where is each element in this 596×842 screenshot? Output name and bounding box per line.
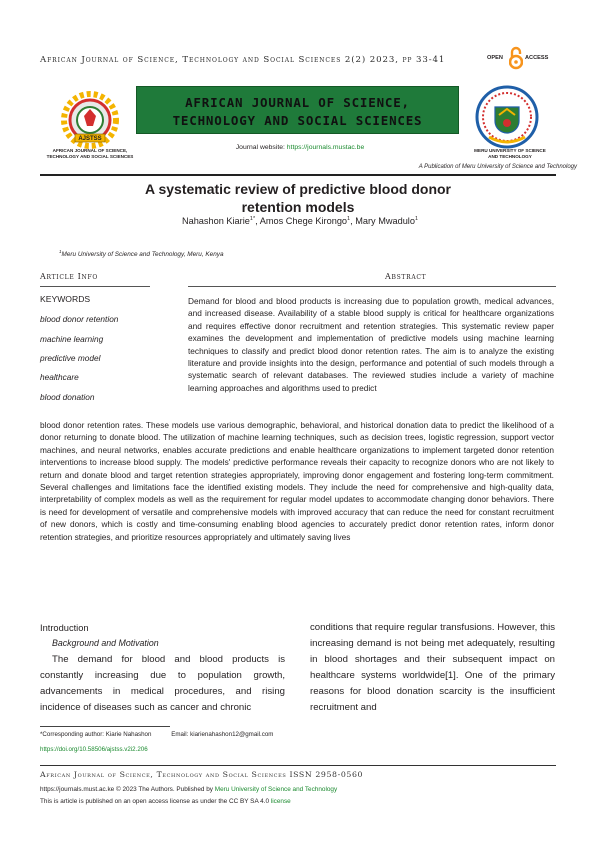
body-column-right: conditions that require regular transfusions. However, this increasing demand is not being met adequately, resulting in blood shortages and their subsequent impact on healthcare systems worldwide[1]. One of the primary reasons for blood donation scarcity is the insufficient recruitment and	[310, 622, 555, 713]
logo-badge-text: AJSTSS	[78, 136, 102, 142]
university-logo-caption: MERU UNIVERSITY OF SCIENCE AND TECHNOLOGY	[474, 148, 546, 159]
publication-note: A Publication of Meru University of Science and Technology	[418, 164, 577, 170]
banner-line-2: TECHNOLOGY AND SOCIAL SCIENCES	[172, 113, 423, 128]
author-name: Mary Mwadulo	[355, 216, 415, 227]
journal-banner	[136, 86, 459, 134]
keyword: machine learning	[40, 334, 104, 344]
footer-journal-issn: African Journal of Science, Technology and Social Sciences ISSN 2958-0560	[40, 770, 364, 779]
access-label: ACCESS	[525, 55, 549, 61]
corresponding-email[interactable]: Email: kiarienahashon12@gmail.com	[171, 731, 274, 738]
license-text: This is article is published on an open access license as under the CC BY SA 4.0	[40, 798, 271, 805]
footer-divider	[40, 765, 556, 766]
website-label: Journal website:	[235, 144, 287, 151]
banner-line-1: AFRICAN JOURNAL OF SCIENCE,	[185, 95, 410, 110]
header-divider	[40, 174, 556, 176]
open-label: OPEN	[487, 55, 503, 61]
keyword: blood donation	[40, 392, 95, 402]
body-column-left: The demand for blood and blood products is constantly increasing due to population growth, advancements in medical procedures, and rising incidence of diseases such as cancer and chronic	[40, 654, 285, 713]
keyword: healthcare	[40, 372, 79, 382]
university-logo	[469, 81, 545, 157]
doi-link[interactable]: https://doi.org/10.58506/ajstss.v2i2.206	[40, 746, 148, 753]
journal-logo-caption: AFRICAN JOURNAL OF SCIENCE, TECHNOLOGY AND SOCIAL SCIENCES	[46, 148, 134, 159]
article-info-divider	[40, 286, 150, 287]
article-title	[130, 180, 466, 216]
copyright-line	[40, 786, 337, 793]
abstract-text-continued: blood donor retention rates. These models use various demographic, behavioral, and historical donation data to predict the likelihood of a donor returning to donate blood. The utilization of machine learning techniques, such as decision trees, logistic regression, support vector machines, and neural networks, enables accurate predictions and enable healthcare organizations to implement targeted donor retention interventions to increase blood supply. The models' predictive performance reveals their capacity to recognize donors who are not likely to return and donate blood and target retention strategies appropriately, improving donor engagement and fostering long-term commitment. Several challenges and limitations face the identified existing models. They include the need for comprehensive and high-quality data, interpretability of complex models as well as the requirement for regular model updates to accommodate changing donor behaviors. There is need for development of versatile and comprehensive models with improved accuracy that can reduce the need for constant recruitment of new donors, which is costly and time-consuming enabling blood agencies to accurately predict donor retention rates, inform donor retention strategies, and prioritize resources appropriately and ultimately saving lives	[40, 420, 554, 542]
abstract-heading: Abstract	[385, 272, 427, 281]
affiliation-text: Meru University of Science and Technology, Meru, Kenya	[61, 251, 224, 259]
journal-website	[200, 144, 400, 151]
copyright-text: https://journals.must.ac.ke © 2023 The Authors. Published by	[40, 786, 215, 793]
abstract-divider	[188, 286, 556, 287]
author-mark: 1*	[249, 216, 256, 222]
corresponding-author	[40, 731, 273, 738]
introduction-heading: Introduction	[40, 623, 89, 633]
open-access-badge	[487, 46, 567, 72]
title-line-2: retention models	[241, 199, 355, 215]
background-subheading: Background and Motivation	[52, 638, 159, 648]
corresponding-author-name: *Corresponding author: Kiarie Nahashon	[40, 731, 152, 738]
affiliation-mark: 1	[59, 249, 62, 254]
author-mark: 1	[347, 216, 351, 222]
author-name: Nahashon Kiarie	[181, 216, 250, 227]
open-access-lock-icon	[509, 46, 523, 70]
keywords-heading: KEYWORDS	[40, 294, 91, 304]
author-list: Nahashon Kiarie$^{1*}$, Amos Chege Kirongo$^1$, Mary Mwadulo$^1$	[181, 216, 419, 227]
affiliation	[59, 249, 359, 258]
publisher-link[interactable]: Meru University of Science and Technology	[214, 786, 338, 793]
title-line-1: A systematic review of predictive blood donor	[145, 181, 451, 197]
author-name: Amos Chege Kirongo	[259, 216, 348, 227]
abstract-text-top: Demand for blood and blood products is increasing due to population growth, medical advances, and increased disease. Availability of a stable blood supply is critical for healthcare organizations and requires effective donor recruitment and retention strategies. This systematic review paper examines the development and implementation of predictive models using machine learning techniques to classify and predict blood donor retention rates. The aim is to analyze the existing literature and provide insights into the design, performance and potential of such models through a systematic search of relevant databases. The reviewed studies include a variety of machine learning approaches and algorithms used to predict	[188, 296, 554, 393]
license-line	[40, 798, 291, 805]
author-mark: 1	[414, 216, 419, 222]
website-link[interactable]: https://journals.mustac.be	[286, 144, 365, 151]
license-link[interactable]: license	[270, 798, 291, 805]
running-header: African Journal of Science, Technology and Social Sciences 2(2) 2023, pp 33-41	[40, 55, 446, 65]
keyword: blood donor retention	[40, 314, 119, 324]
footnote-divider	[40, 726, 170, 727]
keyword: predictive model	[40, 353, 101, 363]
article-info-heading: Article Info	[40, 272, 98, 281]
